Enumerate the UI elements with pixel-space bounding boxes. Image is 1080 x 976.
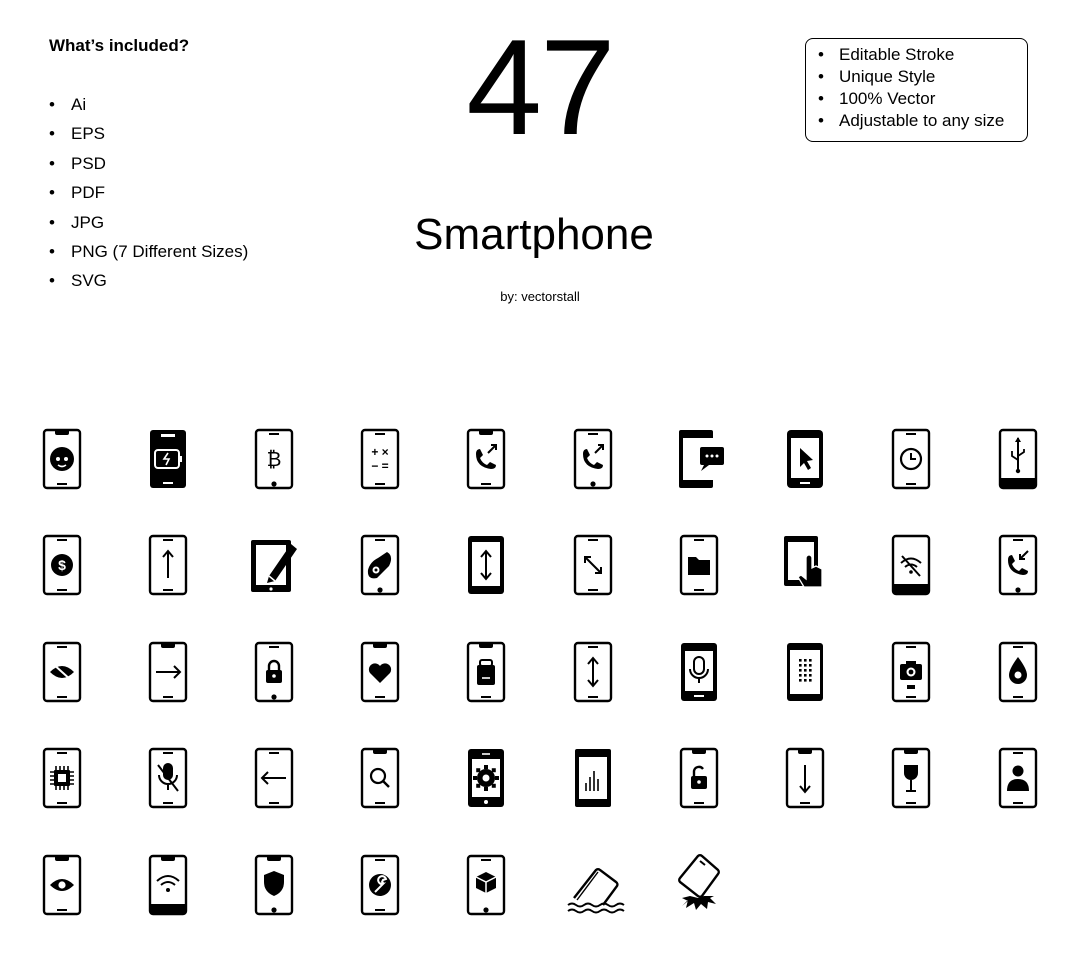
format-item: • PSD [49,153,106,173]
format-item: • PDF [49,183,105,203]
phone-camera-icon [886,639,936,705]
phone-wine-icon [886,745,936,811]
format-item: • JPG [49,212,105,232]
format-item: • Ai [49,95,87,114]
phone-map-pin-icon [355,532,405,598]
phone-lock-icon [249,639,299,705]
phone-incoming-call-icon [993,532,1043,598]
phone-folder-icon [674,532,724,598]
feature-item: • Editable Stroke [818,45,955,64]
svg-text:+ ×: + × [371,445,389,459]
phone-clock-icon [886,426,936,492]
phone-user-icon [993,745,1043,811]
byline: by: vectorstall [500,289,580,304]
svg-text:$: $ [58,557,66,573]
phone-keypad-icon [780,639,830,705]
phone-water-damage-icon [568,852,618,918]
phone-wrench-icon [355,852,405,918]
feature-item: • Unique Style [818,67,936,86]
phone-broken-icon [674,852,724,918]
phone-mic-off-icon [143,745,193,811]
included-title: What’s included? [49,36,190,55]
phone-chip-icon [37,745,87,811]
phone-battery-charging-icon [143,426,193,492]
phone-arrow-right-icon [143,639,193,705]
feature-item: • Adjustable to any size [818,111,1005,130]
phone-drop-icon [993,639,1043,705]
phone-usb-icon [993,426,1043,492]
phone-eye-off-icon [37,639,87,705]
phone-heart-icon [355,639,405,705]
phone-chat-icon [674,426,724,492]
phone-diagonal-resize-icon [568,532,618,598]
phone-settings-icon [461,745,511,811]
phone-arrow-up-icon [143,532,193,598]
phone-luggage-icon [461,639,511,705]
baby-phone-icon [37,426,87,492]
phone-vertical-arrow-icon [568,639,618,705]
phone-calculator-icon [355,426,405,492]
pack-title: Smartphone [414,210,654,259]
phone-eye-icon [37,852,87,918]
phone-unlock-icon [674,745,724,811]
phone-search-icon [355,745,405,811]
phone-microphone-icon [674,639,724,705]
tablet-pencil-icon [249,532,299,598]
phone-box-icon [461,852,511,918]
format-item: • SVG [49,271,107,291]
phone-wifi-off-icon [886,532,936,598]
phone-wifi-icon [143,852,193,918]
phone-touch-icon [780,532,830,598]
phone-dollar-icon [37,532,87,598]
phone-outgoing-call-icon [461,426,511,492]
phone-vertical-resize-icon [461,532,511,598]
format-item: • PNG (7 Different Sizes) [49,241,249,261]
svg-text:₿: ₿ [266,449,282,471]
phone-arrow-down-icon [780,745,830,811]
icon-count: 47 [466,11,614,163]
phone-outgoing-call-2-icon [568,426,618,492]
format-item: • EPS [49,124,106,144]
svg-text:− =: − = [371,459,389,473]
phone-shield-icon [249,852,299,918]
phone-bitcoin-icon [249,426,299,492]
phone-cursor-icon [780,426,830,492]
phone-signal-bars-icon [568,745,618,811]
feature-item: • 100% Vector [818,89,936,108]
phone-arrow-left-icon [249,745,299,811]
